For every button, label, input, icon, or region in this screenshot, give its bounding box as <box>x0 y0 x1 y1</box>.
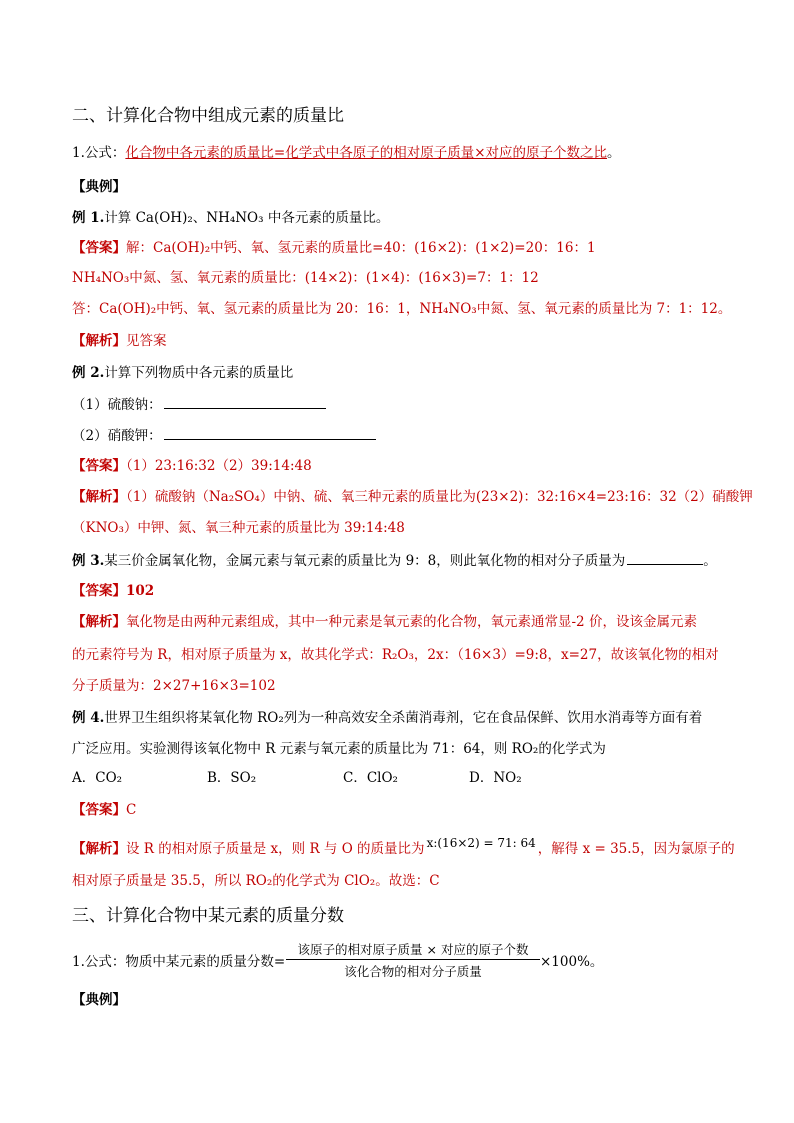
answer-tag: 【答案】 <box>72 802 126 818</box>
example-3-analysis-line-2: 的元素符号为 R，相对原子质量为 x，故其化学式：R₂O₃，2x：（16×3）=9:8，x=27，故该氧化物的相对 <box>72 647 719 663</box>
answer-blank[interactable] <box>164 425 376 440</box>
formula-end: 。 <box>607 145 621 161</box>
example-label: 例 2. <box>72 365 105 381</box>
question-text: 计算下列物质中各元素的质量比 <box>104 365 294 381</box>
example-3-question <box>72 550 717 571</box>
answer-blank[interactable] <box>164 394 326 409</box>
choice-c[interactable]: C．ClO₂ <box>343 770 398 786</box>
example-label: 例 3. <box>72 553 105 569</box>
question-text: 世界卫生组织将某氧化物 RO₂列为一种高效安全杀菌消毒剂，它在食品保鲜、饮用水消毒等方面有着 <box>104 710 703 726</box>
section-heading-3: 三、计算化合物中某元素的质量分数 <box>72 906 344 926</box>
example-2-item-1 <box>72 394 326 415</box>
analysis-text: 氧化物是由两种元素组成，其中一种元素是氧元素的化合物，氧元素通常显-2 价，设该金属元素 <box>126 614 697 630</box>
example-4-question-line-2: 广泛应用。实验测得该氧化物中 R 元素与氧元素的质量比为 71：64，则 RO₂的化学式为 <box>72 741 606 757</box>
example-1-analysis <box>72 331 167 351</box>
answer-tag: 【答案】 <box>72 583 126 599</box>
formula-text: 化合物中各元素的质量比=化学式中各原子的相对原子质量×对应的原子个数之比 <box>125 145 608 161</box>
choice-b[interactable]: B．SO₂ <box>207 770 257 786</box>
item-label: （1）硫酸钠： <box>72 397 162 413</box>
example-1-answer <box>72 238 596 258</box>
question-text: 计算 Ca(OH)₂、NH₄NO₃ 中各元素的质量比。 <box>104 210 390 226</box>
analysis-tag: 【解析】 <box>72 614 126 630</box>
example-4-answer <box>72 800 136 820</box>
typical-example-tag-3: 【典例】 <box>72 992 126 1008</box>
analysis-text: 设 R 的相对原子质量是 x，则 R 与 O 的质量比为 <box>126 841 425 857</box>
section-heading: 二、计算化合物中组成元素的质量比 <box>72 106 344 126</box>
example-label: 例 4. <box>72 710 105 726</box>
analysis-tag: 【解析】 <box>72 489 126 505</box>
answer-text: C <box>126 802 137 818</box>
question-end: 。 <box>703 553 717 569</box>
answer-tag: 【答案】 <box>72 458 126 474</box>
formula-line <box>72 143 621 163</box>
ratio-equation: x:(16×2) = 71: 64 <box>426 836 536 850</box>
item-label: （2）硝酸钾： <box>72 428 162 444</box>
example-4-analysis <box>72 836 735 859</box>
analysis-text-2: ，解得 x = 35.5，因为氯原子的 <box>537 841 735 857</box>
section-3-formula-label: 1.公式：物质中某元素的质量分数= <box>72 954 286 970</box>
choice-a[interactable]: A．CO₂ <box>72 770 123 786</box>
fraction-bar <box>286 959 540 960</box>
answer-text: 102 <box>126 583 155 599</box>
choice-d[interactable]: D．NO₂ <box>469 770 522 786</box>
analysis-tag: 【解析】 <box>72 333 126 349</box>
example-1-question <box>72 208 389 228</box>
example-1-answer-line-3: 答：Ca(OH)₂中钙、氧、氢元素的质量比为 20：16：1，NH₄NO₃中氮、氢、氧元素的质量比为 7：1：12。 <box>72 301 732 317</box>
example-3-answer <box>72 581 154 601</box>
formula-label: 1.公式： <box>72 145 126 161</box>
analysis-tag: 【解析】 <box>72 841 126 857</box>
example-2-item-2 <box>72 425 376 446</box>
example-label: 例 1. <box>72 210 105 226</box>
example-3-analysis <box>72 612 697 632</box>
example-4-question <box>72 708 702 728</box>
example-4-analysis-line-2: 相对原子质量是 35.5，所以 RO₂的化学式为 ClO₂。故选：C <box>72 873 440 889</box>
example-1-answer-line-2: NH₄NO₃中氮、氢、氧元素的质量比：(14×2)：(1×4)：(16×3)=7：1：12 <box>72 270 539 286</box>
answer-tag: 【答案】 <box>72 240 126 256</box>
section-3-formula-tail: ×100%。 <box>540 954 604 970</box>
example-2-question <box>72 363 293 383</box>
fraction-denominator: 该化合物的相对分子质量 <box>344 964 482 979</box>
analysis-text: （1）硫酸钠（Na₂SO₄）中钠、硫、氧三种元素的质量比为(23×2)：32:16×4=23:16：32（2）硝酸钾 <box>126 489 753 505</box>
analysis-text: 见答案 <box>126 333 167 349</box>
question-text: 某三价金属氧化物，金属元素与氧元素的质量比为 9：8，则此氧化物的相对分子质量为 <box>104 553 626 569</box>
answer-blank[interactable] <box>627 550 703 565</box>
example-2-answer <box>72 456 312 476</box>
fraction-numerator: 该原子的相对原子质量 × 对应的原子个数 <box>297 942 529 957</box>
example-2-analysis-line-2: （KNO₃）中钾、氮、氧三种元素的质量比为 39:14:48 <box>72 520 405 536</box>
answer-text: 解：Ca(OH)₂中钙、氧、氢元素的质量比=40：(16×2)：(1×2)=20：16：1 <box>126 240 596 256</box>
typical-example-tag: 【典例】 <box>72 179 126 195</box>
answer-text: （1）23:16:32（2）39:14:48 <box>126 458 312 474</box>
example-2-analysis <box>72 487 753 507</box>
example-3-analysis-line-3: 分子质量为：2×27+16×3=102 <box>72 678 276 694</box>
